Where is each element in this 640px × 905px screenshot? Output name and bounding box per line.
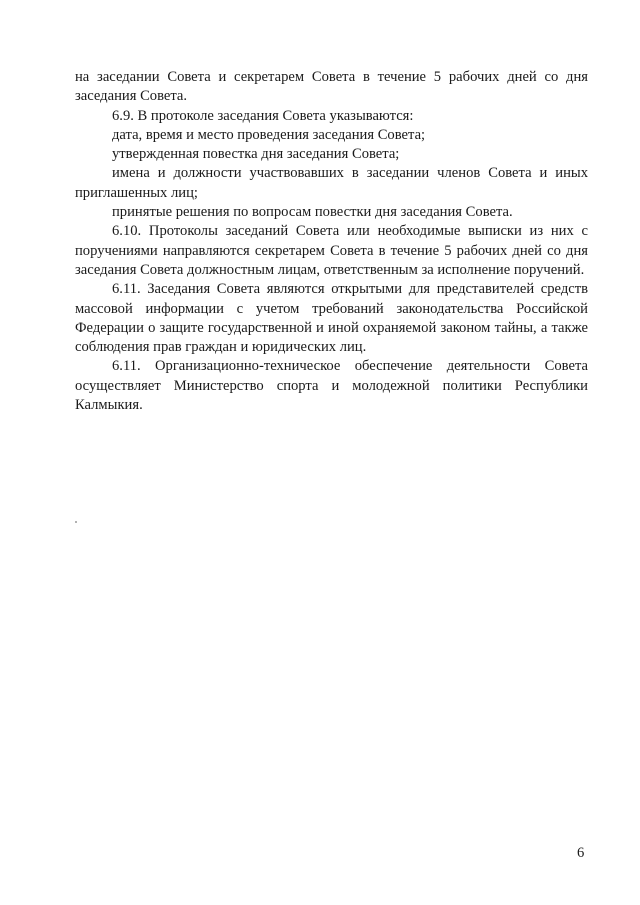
paragraph-6-11-organizational-support: 6.11. Организационно-техническое обеспечение деятельности Совета осуществляет Министерство спорта и молодежной политики Республики Калмыкия.: [75, 358, 588, 414]
paragraph-6-10: 6.10. Протоколы заседаний Совета или необходимые выписки из них с поручениями направляются секретарем Совета в течение 5 рабочих дней со дня заседания Совета должностным лицам, ответственным за исполнение поручений.: [75, 223, 588, 278]
paragraph-6-11-open-meetings: 6.11. Заседания Совета являются открытыми для представителей средств массовой информации с учетом требований законодательства Российской Федерации о защите государственной и иной охраняемой законом тайны, а также соблюдения прав граждан и юридических лиц.: [75, 281, 588, 356]
page-number: 6: [577, 845, 585, 861]
document-body: [75, 68, 588, 415]
paragraph-6-9: 6.9. В протоколе заседания Совета указываются:: [112, 107, 414, 124]
scan-speck: [75, 521, 77, 523]
paragraph-continuation: на заседании Совета и секретарем Совета в течение 5 рабочих дней со дня заседания Совета.: [75, 69, 588, 105]
paragraph-participants: имена и должности участвовавших в заседании членов Совета и иных приглашенных лиц;: [75, 165, 588, 201]
paragraph-approved-agenda: утвержденная повестка дня заседания Совета;: [112, 146, 400, 163]
paragraph-decisions: принятые решения по вопросам повестки дня заседания Совета.: [112, 204, 513, 221]
paragraph-date-time-place: дата, время и место проведения заседания Совета;: [112, 126, 426, 143]
